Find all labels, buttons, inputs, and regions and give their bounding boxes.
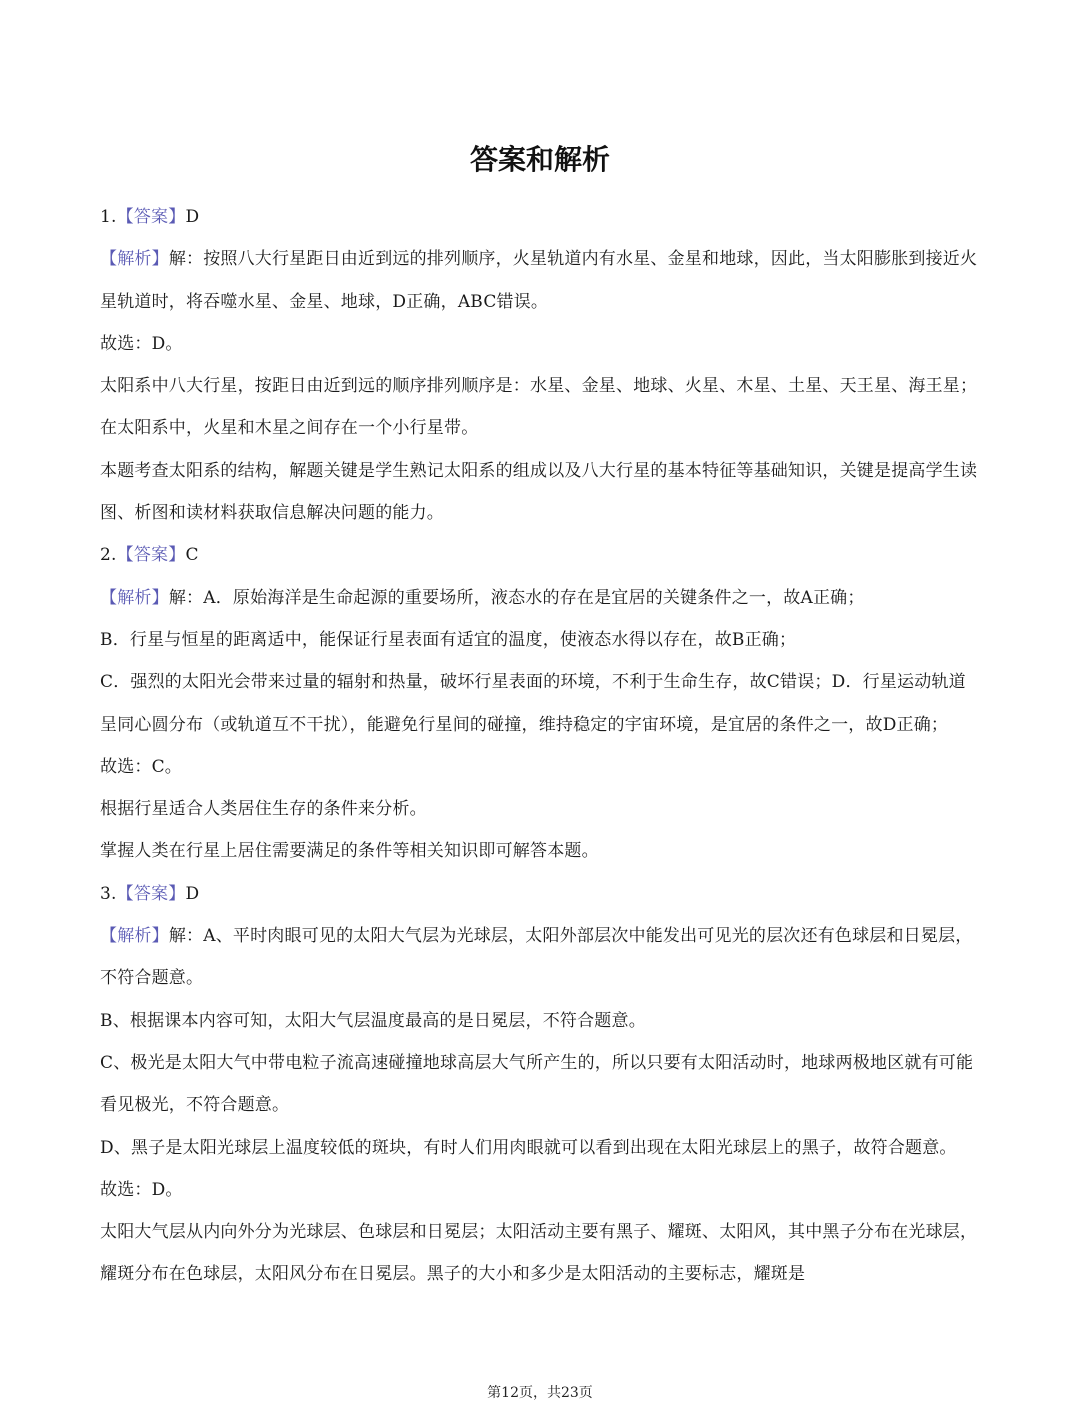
q1-answer: D	[185, 207, 200, 227]
q3-line-c: C、极光是太阳大气中带电粒子流高速碰撞地球高层大气所产生的，所以只要有太阳活动时，地球两极地区就有可能看见极光，不符合题意。	[100, 1052, 974, 1116]
q2-analysis-text: 解：A．原始海洋是生命起源的重要场所，液态水的存在是宜居的关键条件之一，故A正确；	[168, 587, 865, 608]
q1-note-2: 本题考查太阳系的结构，解题关键是学生熟记太阳系的组成以及八大行星的基本特征等基础知识，关键是提高学生读图、析图和读材料获取信息解决问题的能力。	[100, 460, 978, 524]
q2-note-2: 掌握人类在行星上居住需要满足的条件等相关知识即可解答本题。	[100, 841, 599, 862]
q3-choice: 故选：D。	[100, 1179, 183, 1200]
q3-answer-line	[100, 873, 980, 915]
q1-analysis-text: 解：按照八大行星距日由近到远的排列顺序，火星轨道内有水星、金星和地球，因此，当太阳膨胀到接近火星轨道时，将吞噬水星、金星、地球，D正确，ABC错误。	[100, 249, 978, 312]
q1-analysis	[100, 238, 980, 323]
answer-tag: 【答案】	[116, 207, 186, 227]
q2-line-cd: C．强烈的太阳光会带来过量的辐射和热量，破坏行星表面的环境，不利于生命生存，故C错误；D．行星运动轨道呈同心圆分布（或轨道互不干扰），能避免行星间的碰撞，维持稳定的宇宙环境，是宜居的条件之一，故D正确；	[100, 672, 966, 735]
answer-tag: 【答案】	[116, 545, 186, 566]
q3-note-1: 太阳大气层从内向外分为光球层、色球层和日冕层；太阳活动主要有黑子、耀斑、太阳风，其中黑子分布在光球层，耀斑分布在色球层，太阳风分布在日冕层。黑子的大小和多少是太阳活动的主要标志，耀斑是	[100, 1222, 978, 1285]
q3-number: 3.	[100, 883, 117, 904]
q2-line-b: B．行星与恒星的距离适中，能保证行星表面有适宜的温度，使液态水得以存在，故B正确；	[100, 629, 797, 650]
page-footer: 第12页，共23页	[487, 1385, 593, 1401]
q1-choice: 故选：D。	[100, 333, 183, 354]
q3-answer: D	[185, 883, 200, 904]
q2-answer: C	[185, 545, 199, 566]
q2-analysis	[100, 577, 980, 619]
analysis-tag: 【解析】	[100, 926, 169, 947]
q3-analysis	[100, 915, 980, 1000]
q2-answer-line	[100, 534, 980, 576]
answer-content	[100, 196, 980, 1296]
q1-answer-line	[100, 196, 980, 238]
answer-tag: 【答案】	[116, 883, 186, 904]
q2-note-1: 根据行星适合人类居住生存的条件来分析。	[100, 799, 427, 820]
q1-number: 1.	[100, 207, 117, 227]
q1-note-1: 太阳系中八大行星，按距日由近到远的顺序排列顺序是：水星、金星、地球、火星、木星、土星、天王星、海王星；在太阳系中，火星和木星之间存在一个小行星带。	[100, 376, 978, 439]
q3-line-d: D、黑子是太阳光球层上温度较低的斑块，有时人们用肉眼就可以看到出现在太阳光球层上的黑子，故符合题意。	[100, 1137, 957, 1158]
q2-choice: 故选：C。	[100, 756, 183, 777]
page-title: 答案和解析	[469, 143, 610, 176]
analysis-tag: 【解析】	[100, 249, 169, 270]
analysis-tag: 【解析】	[100, 587, 169, 608]
q2-number: 2.	[100, 545, 117, 566]
q3-line-b: B、根据课本内容可知，太阳大气层温度最高的是日冕层，不符合题意。	[100, 1010, 646, 1031]
q3-analysis-text: 解：A、平时肉眼可见的太阳大气层为光球层，太阳外部层次中能发出可见光的层次还有色球层和日冕层，不符合题意。	[100, 926, 973, 989]
